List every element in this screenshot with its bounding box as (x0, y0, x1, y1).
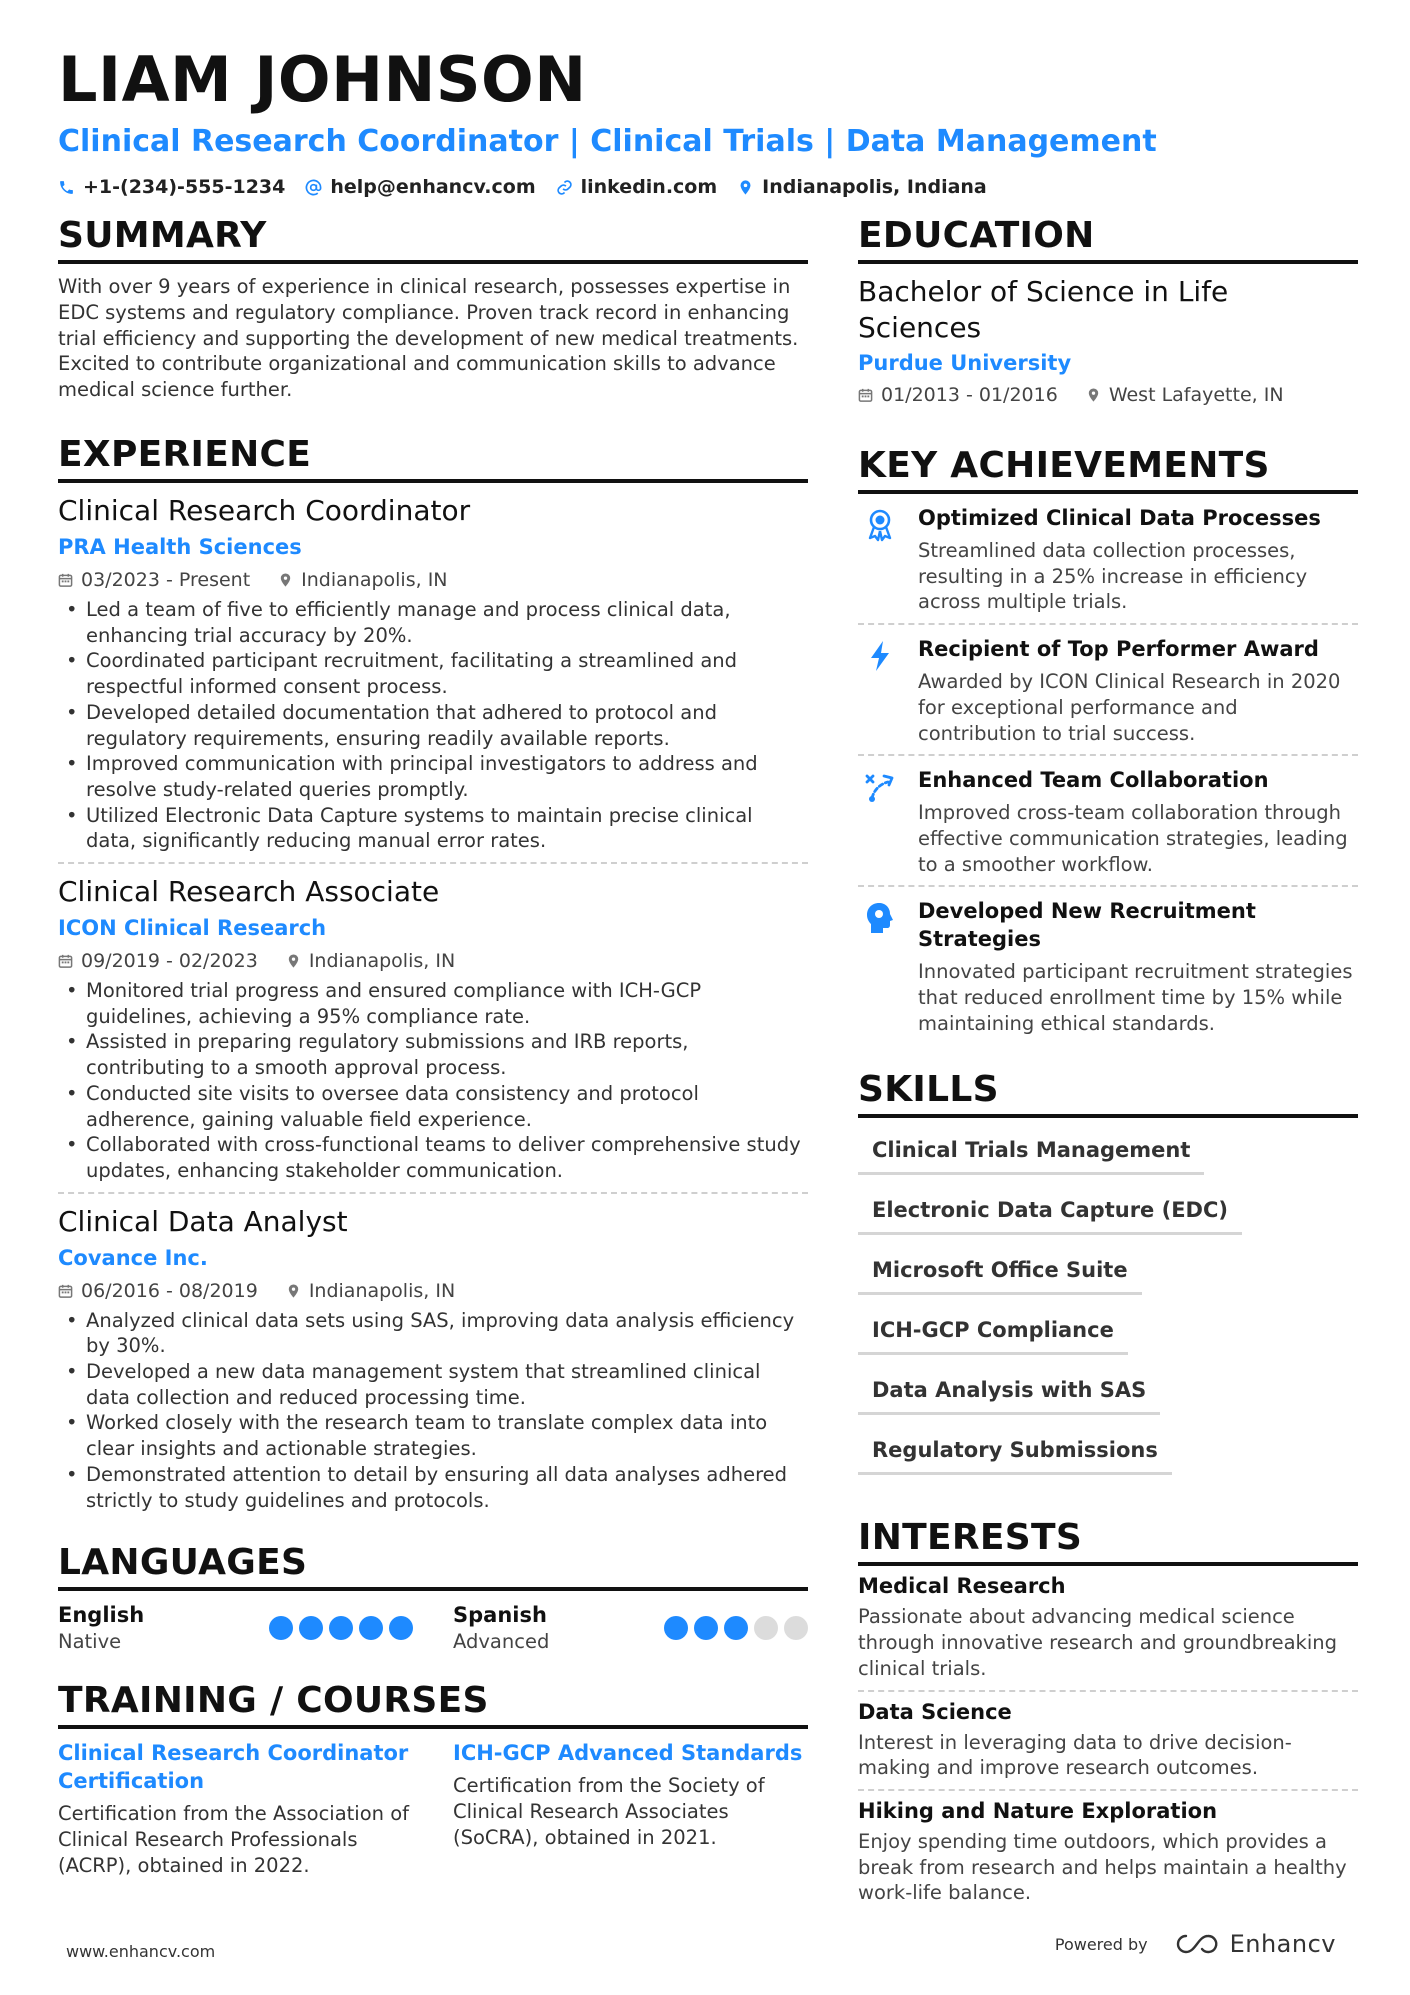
skill-tag: ICH-GCP Compliance (858, 1306, 1128, 1355)
language-name: Spanish (453, 1603, 547, 1628)
job-title: Clinical Data Analyst (58, 1204, 348, 1238)
achievement-title: Recipient of Top Performer Award (918, 637, 1319, 662)
left-column (58, 214, 808, 1878)
job-entry (58, 862, 808, 1192)
right-column (858, 214, 1358, 1914)
rating-dot-filled (299, 1616, 323, 1640)
interests-section (858, 1516, 1358, 1914)
languages-section (58, 1541, 808, 1655)
training-item-title: Clinical Research Coordinator Certification (58, 1741, 409, 1794)
list-item: • Led a team of five to efficiently manage and process clinical data, enhancing trial accuracy by 20%. (58, 597, 808, 648)
link-icon (556, 179, 573, 196)
education-location-text: West Lafayette, IN (1108, 384, 1284, 406)
rating-dot-filled (664, 1616, 688, 1640)
job-bullets (58, 597, 808, 854)
job-title: Clinical Research Associate (58, 875, 440, 909)
training-item (58, 1739, 413, 1878)
interest-title: Data Science (858, 1699, 1012, 1724)
skills-section (858, 1068, 1358, 1486)
achievement-item (858, 885, 1358, 1044)
language-name: English (58, 1603, 145, 1628)
list-item: • Demonstrated attention to detail by ensuring all data analyses adhered strictly to study guidelines and protocols. (58, 1462, 808, 1513)
at-sign-icon (305, 179, 322, 196)
summary-section (58, 214, 808, 403)
job-location-text: Indianapolis, IN (308, 950, 456, 973)
interest-desc: Interest in leveraging data to drive decision-making and improve research outcomes. (858, 1730, 1292, 1780)
achievement-desc: Improved cross-team collaboration through effective communication strategies, leading to a smoother workflow. (918, 801, 1348, 876)
achievements-section (858, 444, 1358, 1044)
education-dates-text: 01/2013 - 01/2016 (881, 384, 1058, 406)
rating-dot-filled (389, 1616, 413, 1640)
experience-title: EXPERIENCE (58, 433, 808, 483)
brand-logo[interactable] (1174, 1930, 1336, 1958)
achievement-desc: Awarded by ICON Clinical Research in 2020 for exceptional performance and contribution to trial success. (918, 670, 1341, 745)
skill-tag: Microsoft Office Suite (858, 1246, 1142, 1295)
job-title: Clinical Research Coordinator (58, 493, 471, 527)
skill-tag: Data Analysis with SAS (858, 1366, 1160, 1415)
job-dates-text: 03/2023 - Present (81, 568, 251, 591)
contact-phone[interactable] (58, 176, 285, 198)
rating-dot-filled (724, 1616, 748, 1640)
language-level: Native (58, 1630, 122, 1654)
interest-item (858, 1789, 1358, 1914)
achievement-title: Optimized Clinical Data Processes (918, 506, 1321, 530)
interest-desc: Enjoy spending time outdoors, which provides a break from research and helps maintain a healthy work-life balance. (858, 1829, 1347, 1905)
achievement-title: Enhanced Team Collaboration (918, 768, 1269, 793)
location-pin-icon (737, 179, 754, 196)
calendar-icon (58, 1283, 73, 1299)
training-title: TRAINING / COURSES (58, 1679, 808, 1729)
job-entry (58, 1192, 808, 1522)
achievement-desc: Streamlined data collection processes, resulting in a 25% increase in efficiency across multiple trials. (918, 539, 1308, 614)
location-pin-icon (278, 572, 293, 588)
achievement-title: Developed New Recruitment Strategies (918, 899, 1256, 952)
location-pin-icon (286, 1283, 301, 1299)
job-bullets (58, 978, 808, 1184)
calendar-icon (58, 572, 73, 588)
job-bullets (58, 1308, 808, 1514)
job-location (286, 948, 455, 974)
language-rating (269, 1616, 413, 1640)
job-dates (58, 567, 250, 593)
job-dates (58, 948, 258, 974)
email-text: help@enhancv.com (330, 176, 536, 198)
job-location (278, 567, 447, 593)
job-company: Covance Inc. (58, 1245, 208, 1270)
rating-dot-filled (694, 1616, 718, 1640)
candidate-headline: Clinical Research Coordinator | Clinical Trials | Data Management (58, 124, 1157, 159)
contact-linkedin[interactable] (556, 176, 718, 198)
footer-branding (1055, 1930, 1336, 1958)
award-ribbon-icon (864, 508, 896, 542)
training-item (453, 1739, 808, 1878)
rating-dot-filled (329, 1616, 353, 1640)
achievement-item (858, 623, 1358, 754)
list-item: • Utilized Electronic Data Capture systems to maintain precise clinical data, significantly reducing manual error rates. (58, 803, 808, 854)
achievement-desc: Innovated participant recruitment strategies that reduced enrollment time by 15% while maintaining ethical standards. (918, 960, 1353, 1035)
training-list (58, 1739, 808, 1878)
experience-section (58, 433, 808, 1521)
job-meta (58, 1278, 808, 1304)
candidate-name: LIAM JOHNSON (58, 43, 587, 116)
job-dates-text: 09/2019 - 02/2023 (81, 950, 258, 973)
lightning-bolt-icon (864, 639, 896, 673)
language-item (58, 1601, 413, 1655)
skills-title: SKILLS (858, 1068, 1358, 1118)
achievement-item (858, 754, 1358, 885)
skills-list (858, 1126, 1358, 1486)
interest-desc: Passionate about advancing medical science through innovative research and groundbreaking clinical trials. (858, 1605, 1337, 1680)
interest-item (858, 1690, 1358, 1789)
education-degree: Bachelor of Science in Life Sciences (858, 275, 1229, 344)
job-location-text: Indianapolis, IN (301, 568, 448, 591)
footer-website[interactable]: www.enhancv.com (66, 1942, 216, 1961)
calendar-icon (58, 953, 73, 969)
job-entry (58, 483, 808, 862)
contact-bar (58, 176, 1358, 198)
training-item-desc: Certification from the Association of Clinical Research Professionals (ACRP), obtained in 2022. (58, 1802, 409, 1877)
resume-header (58, 40, 1358, 198)
skill-tag: Electronic Data Capture (EDC) (858, 1186, 1242, 1235)
list-item: • Assisted in preparing regulatory submissions and IRB reports, contributing to a smooth approval process. (58, 1029, 808, 1080)
rating-dot-empty (754, 1616, 778, 1640)
training-item-title: ICH-GCP Advanced Standards (453, 1741, 803, 1766)
list-item: • Collaborated with cross-functional teams to deliver comprehensive study updates, enhancing stakeholder communication. (58, 1132, 808, 1183)
training-item-desc: Certification from the Society of Clinical Research Associates (SoCRA), obtained in 2021. (453, 1774, 765, 1849)
achievement-item (858, 494, 1358, 623)
location-pin-icon (286, 953, 301, 969)
language-rating (664, 1616, 808, 1640)
job-location (286, 1278, 455, 1304)
skill-tag: Clinical Trials Management (858, 1126, 1204, 1175)
languages-title: LANGUAGES (58, 1541, 808, 1591)
phone-text: +1-(234)-555-1234 (83, 176, 286, 198)
training-section (58, 1679, 808, 1878)
interests-title: INTERESTS (858, 1516, 1358, 1566)
summary-title: SUMMARY (58, 214, 808, 264)
rating-dot-filled (269, 1616, 293, 1640)
job-location-text: Indianapolis, IN (308, 1279, 456, 1302)
list-item: • Improved communication with principal investigators to address and resolve study-related queries promptly. (58, 751, 808, 802)
skill-tag: Regulatory Submissions (858, 1426, 1172, 1475)
strategy-path-icon (864, 770, 896, 804)
education-title: EDUCATION (858, 214, 1358, 264)
job-dates (58, 1278, 258, 1304)
summary-text: With over 9 years of experience in clinical research, possesses expertise in EDC systems and regulatory compliance. Proven track record in enhancing trial efficiency and supporting the development of new medical treatments. Excited to contribute organizational and communication skills to advance medical science further. (58, 275, 799, 402)
achievements-title: KEY ACHIEVEMENTS (858, 444, 1358, 494)
brand-name: Enhancv (1229, 1930, 1336, 1958)
education-dates (858, 382, 1058, 408)
enhancv-logo-icon (1174, 1931, 1220, 1957)
location-text: Indianapolis, Indiana (762, 176, 987, 198)
list-item: • Coordinated participant recruitment, facilitating a streamlined and respectful informed consent process. (58, 648, 808, 699)
head-mind-icon (864, 901, 896, 935)
list-item: • Conducted site visits to oversee data consistency and protocol adherence, gaining valuable field experience. (58, 1081, 808, 1132)
rating-dot-filled (359, 1616, 383, 1640)
education-location (1086, 382, 1284, 408)
interest-title: Hiking and Nature Exploration (858, 1798, 1218, 1823)
rating-dot-empty (784, 1616, 808, 1640)
interest-item (858, 1566, 1358, 1689)
phone-icon (58, 179, 75, 196)
linkedin-text: linkedin.com (580, 176, 718, 198)
language-level: Advanced (453, 1630, 550, 1654)
job-company: ICON Clinical Research (58, 916, 327, 941)
calendar-icon (858, 387, 873, 403)
powered-by-text: Powered by (1054, 1934, 1148, 1954)
list-item: • Monitored trial progress and ensured compliance with ICH-GCP guidelines, achieving a 95% compliance rate. (58, 978, 808, 1029)
list-item: • Worked closely with the research team to translate complex data into clear insights and actionable strategies. (58, 1410, 808, 1461)
list-item: • Analyzed clinical data sets using SAS, improving data analysis efficiency by 30%. (58, 1308, 808, 1359)
education-school: Purdue University (858, 351, 1072, 375)
interest-title: Medical Research (858, 1574, 1066, 1599)
job-dates-text: 06/2016 - 08/2019 (81, 1279, 258, 1302)
location-pin-icon (1086, 387, 1101, 403)
education-meta (858, 382, 1358, 408)
language-item (453, 1601, 808, 1655)
contact-email[interactable] (305, 176, 535, 198)
languages-list (58, 1601, 808, 1655)
list-item: • Developed detailed documentation that adhered to protocol and regulatory requirements, ensuring readily available reports. (58, 700, 808, 751)
list-item: • Developed a new data management system that streamlined clinical data collection and reduced processing time. (58, 1359, 808, 1410)
contact-location (737, 176, 987, 198)
job-company: PRA Health Sciences (58, 534, 302, 559)
education-section (858, 214, 1358, 408)
job-meta (58, 567, 808, 593)
job-meta (58, 948, 808, 974)
